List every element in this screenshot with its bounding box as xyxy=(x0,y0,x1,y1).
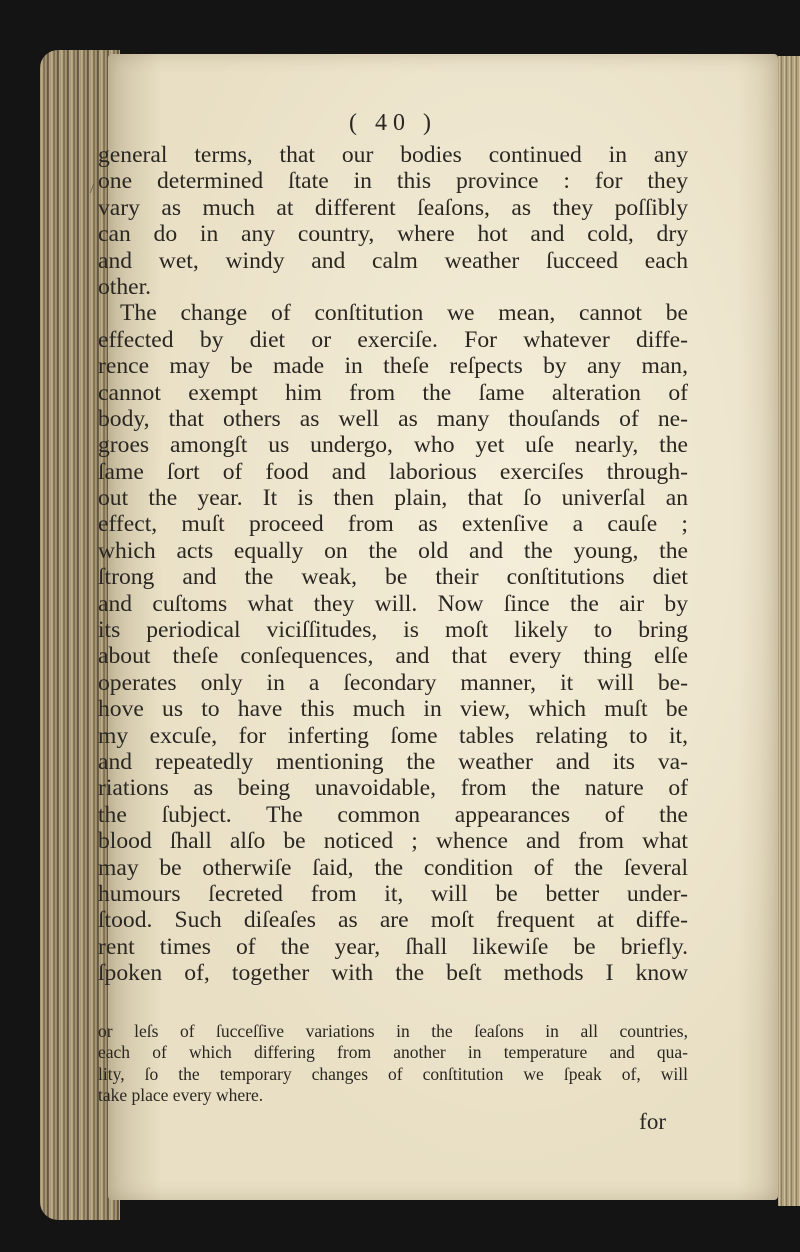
body-line: and cuſtoms what they will. Now ſince the air by xyxy=(98,590,688,617)
footnote-line: each of which differing from another in temperature and qua- xyxy=(98,1042,688,1062)
body-line: one determined ſtate in this province : for they xyxy=(98,168,688,195)
page-edges xyxy=(778,56,800,1206)
body-line: ſtood. Such diſeaſes as are moſt frequent at diffe- xyxy=(98,907,688,934)
body-line: general terms, that our bodies continued in any xyxy=(98,142,688,168)
body-line: its periodical viciſſitudes, is moſt likely to bring xyxy=(98,617,688,644)
body-line: ſtrong and the weak, be their conſtitutions diet xyxy=(98,564,688,591)
body-text xyxy=(98,142,688,987)
body-line: humours ſecreted from it, will be better under- xyxy=(98,880,688,907)
body-line: the ſubject. The common appearances of the xyxy=(98,801,688,828)
body-line: riations as being unavoidable, from the nature of xyxy=(98,775,688,802)
margin-mark: / xyxy=(90,182,94,197)
body-line: operates only in a ſecondary manner, it will be- xyxy=(98,669,688,696)
body-line: cannot exempt him from the ſame alteration of xyxy=(98,379,688,406)
body-line: groes amongſt us undergo, who yet uſe nearly, the xyxy=(98,432,688,459)
body-line: hove us to have this much in view, which muſt be xyxy=(98,696,688,723)
footnote-line: lity, ſo the temporary changes of conſtitution we ſpeak of, will xyxy=(98,1063,688,1084)
text-block xyxy=(90,110,688,1135)
footnote-line: take place every where. xyxy=(98,1085,264,1105)
body-line: and repeatedly mentioning the weather and its va- xyxy=(98,748,688,775)
body-line: The change of conſtitution we mean, cannot be xyxy=(120,300,688,327)
body-line: ſpoken of, together with the beſt methods I know xyxy=(98,960,688,987)
body-line: and wet, windy and calm weather ſucceed each xyxy=(98,247,688,274)
body-line: effect, muſt proceed from as extenſive a cauſe ; xyxy=(98,511,688,538)
body-line: effected by diet or exerciſe. For whatever diffe- xyxy=(98,326,688,353)
body-line: may be otherwiſe ſaid, the condition of the ſeveral xyxy=(98,854,688,881)
body-line: rent times of the year, ſhall likewiſe be briefly. xyxy=(98,933,688,960)
body-line: out the year. It is then plain, that ſo univerſal an xyxy=(98,485,688,512)
body-line: vary as much at different ſeaſons, as they poſſibly xyxy=(98,194,688,221)
catchword: for xyxy=(639,1108,666,1134)
body-line: ſame ſort of food and laborious exerciſes through- xyxy=(98,458,688,485)
body-line: blood ſhall alſo be noticed ; whence and from what xyxy=(98,828,688,855)
footnote-line: or leſs of ſucceſſive variations in the ſeaſons in all countries, xyxy=(98,1020,688,1041)
body-line: about theſe conſequences, and that every thing elſe xyxy=(98,643,688,670)
body-line: body, that others as well as many thouſands of ne- xyxy=(98,405,688,432)
body-line: rence may be made in theſe reſpects by any man, xyxy=(98,353,688,380)
page-number: ( 40 ) xyxy=(349,110,437,136)
body-line: other. xyxy=(98,273,152,300)
footnote xyxy=(98,1021,688,1107)
body-line: which acts equally on the old and the young, the xyxy=(98,537,688,564)
body-line: can do in any country, where hot and cold, dry xyxy=(98,221,688,248)
body-line: my excuſe, for inferting ſome tables relating to it, xyxy=(98,722,688,749)
